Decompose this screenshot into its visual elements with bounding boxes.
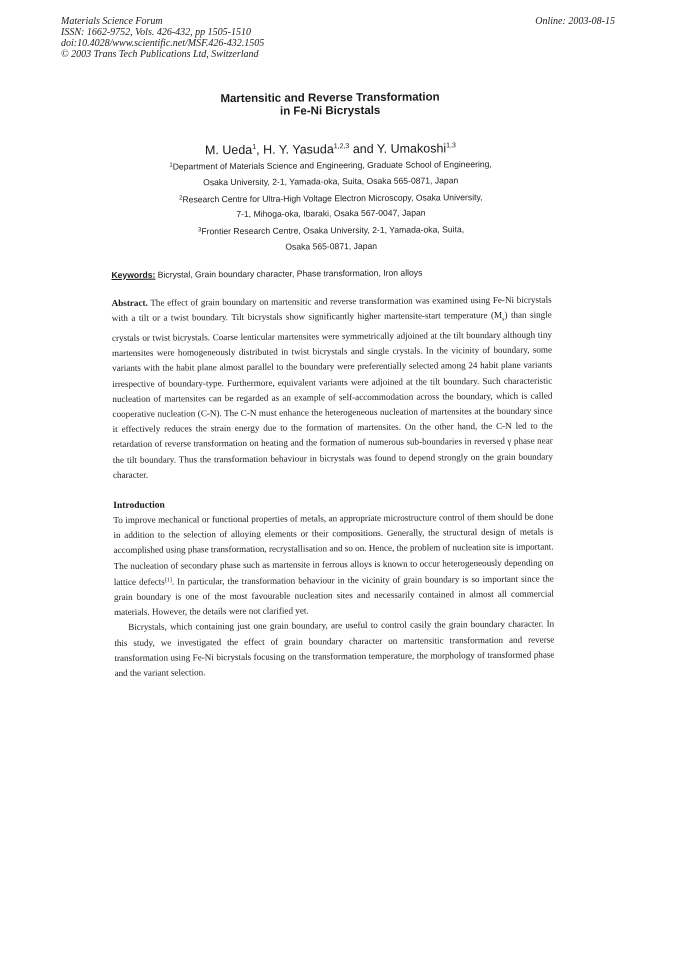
affiliation-3-line-2: Osaka 565-0871, Japan [285, 240, 378, 252]
affiliation-2-line-2: 7-1, Mihoga-oka, Ibaraki, Osaka 567-0047, Japan [236, 207, 426, 220]
doi-line: doi:10.4028/www.scientific.net/MSF.426-432.1505 [61, 38, 265, 49]
author-1: M. Ueda [204, 142, 253, 158]
affiliation-2-line-1: Research Centre for Ultra-High Voltage Electron Microscopy, Osaka University, [182, 191, 483, 205]
paper-body [110, 91, 555, 682]
abstract-label: Abstract. [111, 297, 148, 308]
intro-p1-text-1: To improve mechanical or functional properties of metals, an appropriate microstructure control of them should be done in addition to the selection of alloying elements or their compositions. Generally, the structural design of metals is accomplished using phase transformation, recrystallisation and so on. Hence, the problem of nucleation site is important. The nucleation of secondary phase such as martensite in ferrous alloys is known to occur heterogeneously depending on lattice defects [113, 511, 554, 587]
journal-name: Materials Science Forum [61, 16, 163, 27]
abstract-text-1: The effect of grain boundary on martensitic and reverse transformation was examined using Fe-Ni bicrystals with a tilt or a twist boundary. Tilt bicrystals show significantly higher martensite-start temperature (M [111, 294, 552, 323]
issn-line: ISSN: 1662-9752, Vols. 426-432, pp 1505-1510 [61, 27, 251, 38]
ms-subscript: s [502, 316, 505, 323]
affiliation-3-marker: 3 [198, 227, 202, 234]
abstract-text-2: ) than single crystals or twist bicrystals. Coarse lenticular martensites were symmetrically adjoined at the tilt boundary although tiny martensites were homogeneously distributed in twist bicrystals and single crystals. In the vicinity of boundary, some variants with the habit plane almost parallel to the boundary were preferentially selected among 24 habit plane variants irrespective of boundary-type. Furthermore, equivalent variants were adjoined at the tilt boundary. Such characteristic nucleation of martensites can be regarded as an example of self-accommodation across the boundary, which is called cooperative nucleation (C-N). The C-N must enhance the heterogeneous nucleation of martensites at the boundary since it effectively reduces the strain energy due to the formation of martensites. On the other hand, the C-N led to the retardation of reverse transformation on heating and the formation of numerous sub-boundaries in reversed γ phase near the tilt boundary. Thus the transformation behaviour in bicrystals was found to depend strongly on the grain boundary character. [111, 309, 553, 480]
intro-paragraph-1 [113, 510, 554, 621]
affiliation-1-line-1: Department of Materials Science and Engineering, Graduate School of Engineering, [172, 159, 492, 172]
keywords-label: Keywords: [111, 269, 156, 280]
keywords-text: Bicrystal, Grain boundary character, Phase transformation, Iron alloys [155, 267, 423, 280]
intro-paragraph-2: Bicrystals, which containing just one grain boundary, are useful to control casily the grain boundary character. In this study, we investigated the effect of grain boundary character on martensitic transformation and reverse transformation using Fe-Ni bicrystals focusing on the transformation temperature, the morphology of transformed phase and the variant selection. [114, 618, 555, 679]
citation-ref: [1] [164, 577, 172, 584]
author-1-affil: 1 [252, 143, 257, 151]
introduction-heading: Introduction [113, 500, 165, 512]
title-line-2: in Fe-Ni Bicrystals [279, 104, 381, 118]
affiliation-1 [111, 156, 551, 176]
author-3-affil: 1,3 [446, 142, 456, 150]
intro-p1-text-2: . In particular, the transformation behaviour in the vicinity of grain boundary is so important since the grain boundary is one of the most favourable nucleation sites and necessarily contained in almost all commercial materials. However, the details were not clarified yet. [113, 573, 554, 618]
author-2-affil: 1,2,3 [333, 143, 350, 151]
affiliation-1-line-2: Osaka University, 2-1, Yamada-oka, Suita, Osaka 565-0871, Japan [203, 175, 459, 188]
online-date: Online: 2003-08-15 [535, 16, 615, 27]
keywords [111, 265, 551, 281]
copyright-line: © 2003 Trans Tech Publications Ltd, Switzerland [61, 49, 259, 60]
affiliation-2-marker: 2 [179, 195, 183, 202]
abstract [112, 292, 553, 483]
affiliation-1-marker: 1 [169, 162, 173, 169]
author-2: , H. Y. Yasuda [256, 142, 334, 157]
affiliation-3-line-1: Frontier Research Centre, Osaka University, 2-1, Yamada-oka, Suita, [201, 224, 465, 237]
paper-title [110, 91, 550, 120]
title-line-1: Martensitic and Reverse Transformation [220, 91, 440, 106]
publication-header [61, 16, 264, 60]
affiliations [111, 156, 552, 257]
author-3: and Y. Umakoshi [349, 141, 447, 157]
